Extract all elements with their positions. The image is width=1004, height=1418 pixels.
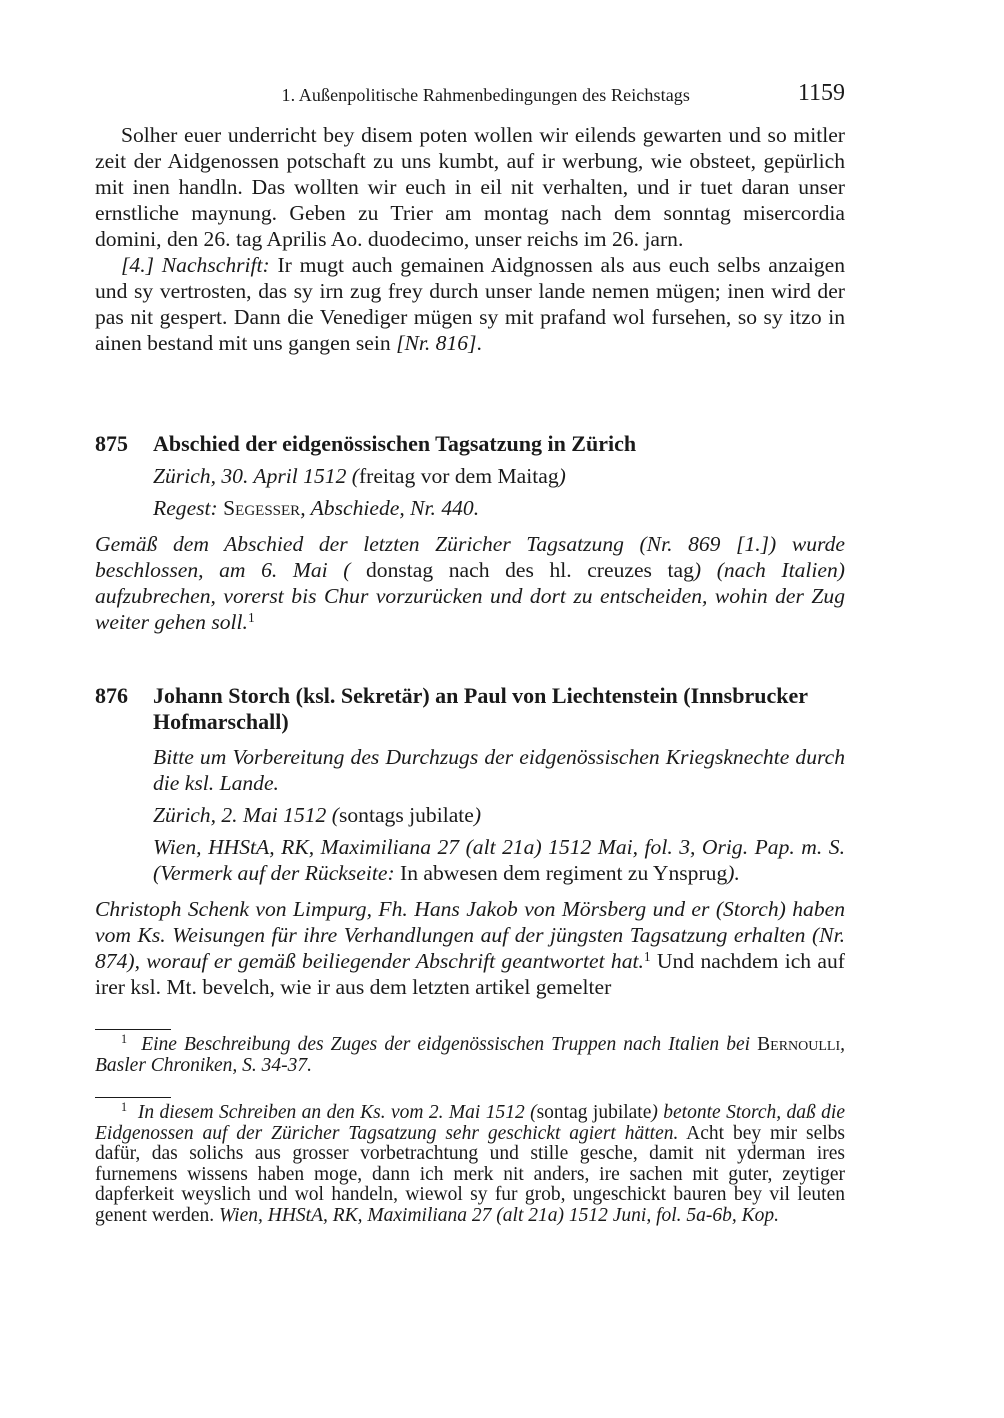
entry-subject: Bitte um Vorbereitung des Durchzugs der eidgenössischen Kriegsknechte durch die ksl. Lande. bbox=[153, 745, 845, 795]
footnote-author: Bernoulli bbox=[757, 1034, 841, 1055]
entry-number: 875 bbox=[95, 431, 128, 456]
footnote-text bbox=[95, 1032, 846, 1076]
footnote-italic: Eine Beschreibung des Zuges der eidgenössischen Truppen nach Italien bei bbox=[141, 1034, 758, 1055]
summary-roman: donstag nach des hl. creuzes tag bbox=[350, 558, 694, 582]
footnote-876 bbox=[95, 1097, 845, 1227]
footnote-source: Wien, HHStA, RK, Maximiliana 27 (alt 21a) 1512 Juni, fol. 5a-6b, Kop. bbox=[219, 1204, 780, 1226]
entry-876 bbox=[95, 683, 845, 1000]
running-head bbox=[95, 80, 845, 108]
letter-continuation bbox=[95, 122, 845, 356]
footnote-roman: sontag jubilate bbox=[536, 1102, 652, 1123]
regest-reference: , Abschiede, Nr. 440. bbox=[300, 496, 480, 520]
footnote-marker: 1 bbox=[247, 609, 255, 625]
postscript-paragraph bbox=[95, 252, 845, 356]
entry-summary bbox=[95, 896, 845, 1000]
footnote-rule bbox=[95, 1097, 171, 1098]
date-close: ) bbox=[473, 803, 482, 827]
postscript-text: Ir mugt auch gemainen Aidgnossen als aus euch selbs anzaigen und sy vertrosten, das sy irn zug frey durch unser lande nemen mügen; inen wird der pas nit gespert. Dann die Venediger mügen sy mit prafand wol fursehen, so sy itzo in ainen bestand mit uns gangen sein bbox=[95, 253, 845, 355]
footnote-number: 1 bbox=[121, 1032, 128, 1047]
regest-author: Segesser bbox=[223, 496, 301, 520]
running-head-title: 1. Außenpolitische Rahmenbedingungen des Reichstags bbox=[281, 85, 690, 105]
summary-italic: Gemäß dem Abschied der letzten Züricher Tagsatzung (Nr. 869 [1.]) wurde beschlossen, am 6. Mai ( bbox=[95, 532, 845, 582]
summary-italic-end: ) (nach Italien) aufzubrechen, vorerst bis Chur vorzurücken und dort zu entscheiden, wohin der Zug weiter gehen soll. bbox=[95, 558, 845, 634]
footnote-875 bbox=[95, 1029, 845, 1076]
source-roman: In abwesen dem regiment zu Ynsprug bbox=[400, 861, 728, 885]
entry-regest bbox=[153, 495, 845, 521]
entry-heading bbox=[95, 431, 845, 457]
entry-date bbox=[153, 463, 845, 489]
footnote-quote: Acht bey mir selbs dafür, das solichs aus grosser vorbetrachtung und stille gesche, damit nit yderman ires furnemens wissens haben moge, dann ich merk nit anders, ire sachen mit guter, zeytiger dapferkeit weyslich und wol handeln, wiewol sy fur grob, ungeschickt bauren bey vil leuten genent werden. bbox=[95, 1122, 845, 1226]
footnote-reference: , Basler Chroniken, S. 34-37. bbox=[95, 1034, 846, 1076]
regest-label: Regest: bbox=[153, 496, 224, 520]
entry-875 bbox=[95, 431, 845, 635]
entry-heading bbox=[95, 683, 845, 735]
date-roman: freitag vor dem Maitag bbox=[358, 464, 559, 488]
date-roman: sontags jubilate bbox=[338, 803, 474, 827]
source-close: ). bbox=[727, 861, 740, 885]
footnote-marker: 1 bbox=[643, 948, 651, 964]
letter-paragraph: Solher euer underricht bey disem poten wollen wir eilends gewarten und so mitler zeit der Aidgenossen potschaft zu uns kumbt, auf ir werbung, wie obsteet, gepürlich mit inen handln. Das wollten wir euch in eil nit verhalten, und ir tuet daran unser ernstliche maynung. Geben zu Trier am montag nach dem sonntag misercordia domini, den 26. tag Aprilis Ao. duodecimo, unser reichs im 26. jarn. bbox=[95, 123, 845, 251]
date-italic: Zürich, 30. April 1512 ( bbox=[153, 464, 359, 488]
entry-title: Abschied der eidgenössischen Tagsatzung in Zürich bbox=[153, 431, 637, 456]
postscript-reference: [Nr. 816] bbox=[396, 331, 477, 355]
summary-roman: Und nachdem ich auf irer ksl. Mt. bevelch, wie ir aus dem letzten artikel gemelter bbox=[95, 949, 845, 999]
postscript-label: [4.] Nachschrift: bbox=[121, 253, 270, 277]
date-italic: Zürich, 2. Mai 1512 ( bbox=[153, 803, 339, 827]
entry-date bbox=[153, 802, 845, 828]
date-close: ) bbox=[558, 464, 566, 488]
source-italic: Wien, HHStA, RK, Maximiliana 27 (alt 21a) 1512 Mai, fol. 3, Orig. Pap. m. S. (Vermerk auf der Rückseite: bbox=[153, 835, 845, 885]
footnote-text bbox=[95, 1100, 845, 1227]
postscript-end: . bbox=[476, 331, 482, 355]
footnote-italic: ) betonte Storch, daß die Eidgenossen auf der Züricher Tagsatzung sehr geschickt agiert hätten. bbox=[95, 1102, 845, 1144]
footnote-number: 1 bbox=[121, 1100, 128, 1115]
summary-italic: Christoph Schenk von Limpurg, Fh. Hans Jakob von Mörsberg und er (Storch) haben vom Ks. Weisungen für ihre Verhandlungen auf der jüngsten Tagsatzung erhalten (Nr. 874), worauf er gemäß beiliegender Abschrift geantwortet hat. bbox=[95, 897, 845, 973]
entry-source bbox=[153, 834, 845, 886]
footnote-italic: In diesem Schreiben an den Ks. vom 2. Mai 1512 ( bbox=[137, 1102, 537, 1123]
entry-title: Johann Storch (ksl. Sekretär) an Paul von Liechtenstein (Innsbrucker Hofmarschall) bbox=[153, 683, 808, 734]
entry-number: 876 bbox=[95, 683, 128, 708]
footnote-rule bbox=[95, 1029, 171, 1030]
page-number: 1159 bbox=[797, 80, 845, 106]
entry-summary bbox=[95, 531, 845, 635]
